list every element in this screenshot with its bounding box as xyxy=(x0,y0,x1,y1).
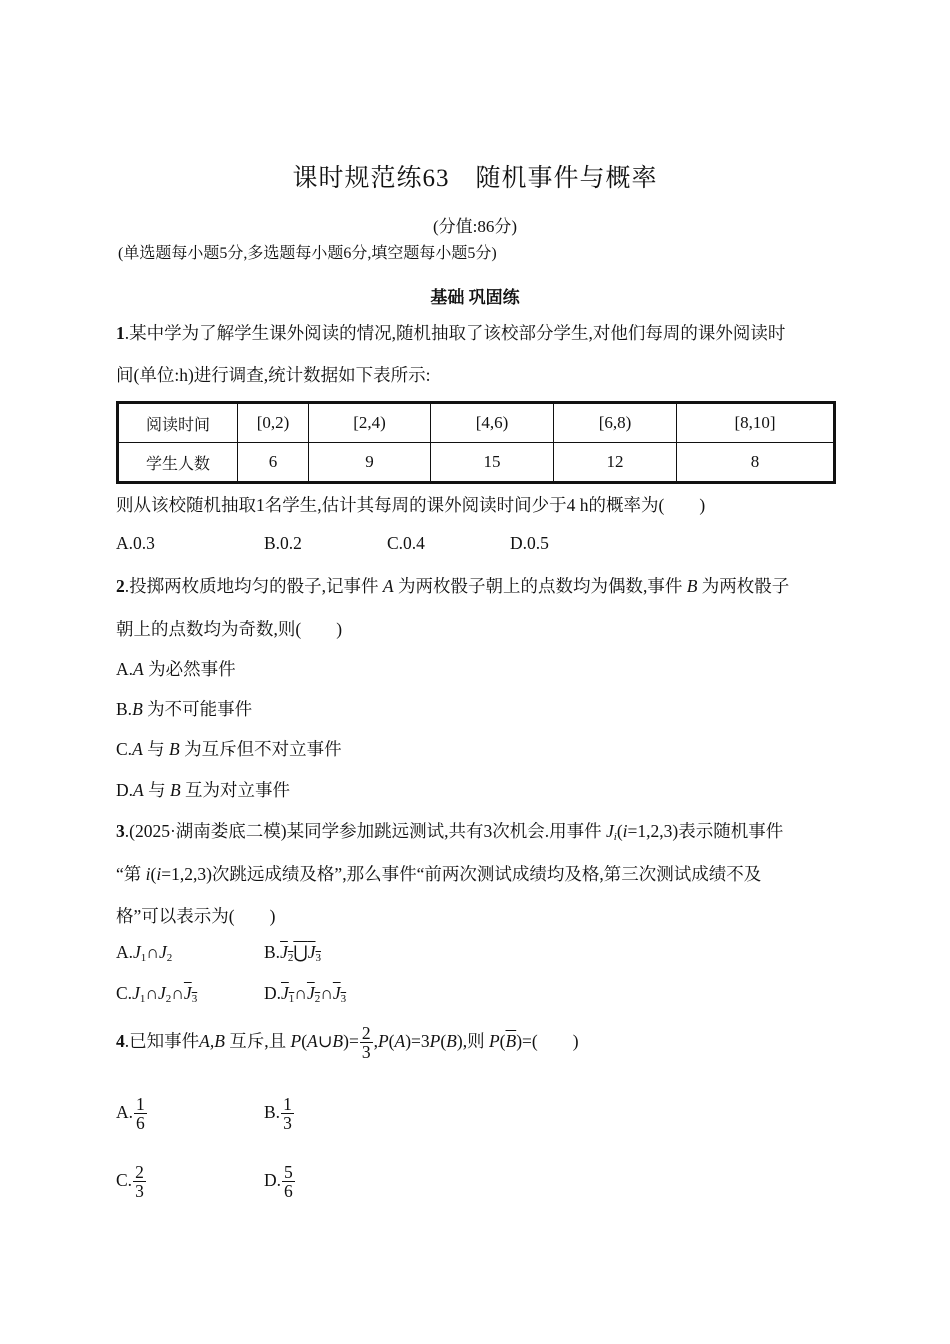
table-cell: [0,2) xyxy=(238,403,309,443)
table-cell: 15 xyxy=(431,443,554,483)
q2-line2: 朝上的点数均为奇数,则( ) xyxy=(116,619,343,639)
q3-option-b: $B.J_2⋃J_3$ xyxy=(264,942,321,964)
q3-option-d: $D.J_1\cap J_2\cap J_3$ xyxy=(264,983,347,1005)
q3-line2: “第 i(i=1,2,3)次跳远成绩及格”,那么事件“前两次测试成绩均及格,第三次测试成绩不及 xyxy=(116,864,762,884)
q1-line3: 则从该校随机抽取1名学生,估计其每周的课外阅读时间少于4 h的概率为( ) xyxy=(116,495,706,515)
table-cell: 6 xyxy=(238,443,309,483)
q4-option-b: B. $\frac{1}{3}$ xyxy=(264,1094,292,1134)
q4-option-a: A. $\frac{1}{6}$ xyxy=(116,1094,145,1134)
q2-option-a: A.A 为必然事件 xyxy=(116,659,236,679)
table-cell: [8,10] xyxy=(677,403,835,443)
q1-option-b: B.0.2 xyxy=(264,533,302,553)
q4-fraction: $\frac{2}{3}$ xyxy=(361,1023,371,1063)
q1-option-d: D.0.5 xyxy=(510,533,549,553)
table-cell: [2,4) xyxy=(309,403,431,443)
score-info: (分值:86分) xyxy=(432,217,518,236)
table-cell: 12 xyxy=(554,443,677,483)
scoring-rule: (单选题每小题5分,多选题每小题6分,填空题每小题5分) xyxy=(118,245,497,262)
q1-line1: 1.某中学为了解学生课外阅读的情况,随机抽取了该校部分学生,对他们每周的课外阅读时 xyxy=(116,323,786,343)
q1-option-c: C.0.4 xyxy=(387,533,425,553)
q3-number: 3 xyxy=(116,821,125,841)
table-header-cell: 学生人数 xyxy=(118,443,238,483)
q3-line3: 格”可以表示为( ) xyxy=(116,906,276,926)
q3-option-c: $C.J_1\cap J_2\cap J_3$ xyxy=(116,983,198,1005)
q3-line1: 3.(2025·湖南娄底二模)某同学参加跳远测试,共有3次机会.用事件 $J_i(i=1,2,3)$表示随机事件 xyxy=(116,821,784,843)
q2-option-c: C.A 与 B 为互斥但不对立事件 xyxy=(116,739,342,759)
q4-line1: 4.已知事件A,B 互斥,且 P(A∪B)= $\frac{2}{3}$ ,P(A)=3P(B),则 $P(\overline{B})=$( ) xyxy=(116,1023,579,1063)
q1-line2: 间(单位:h)进行调查,统计数据如下表所示: xyxy=(116,365,431,385)
q4-option-c: C. $\frac{2}{3}$ xyxy=(116,1162,144,1202)
q4-option-d: D. $\frac{5}{6}$ xyxy=(264,1162,293,1202)
q3-option-a: $A.J_1\cap J_2$ xyxy=(116,942,173,964)
table-cell: [6,8) xyxy=(554,403,677,443)
reading-time-table xyxy=(116,401,836,484)
table-row xyxy=(118,443,835,483)
q4-number: 4 xyxy=(116,1030,125,1051)
page-title: 课时规范练63 随机事件与概率 xyxy=(292,165,658,192)
q1-option-a: A.0.3 xyxy=(116,533,155,553)
q2-option-d: D.A 与 B 互为对立事件 xyxy=(116,780,291,800)
q2-line1: 2.投掷两枚质地均匀的骰子,记事件 A 为两枚骰子朝上的点数均为偶数,事件 B 为两枚骰子 xyxy=(116,576,790,596)
table-cell: 9 xyxy=(309,443,431,483)
q2-option-b: B.B 为不可能事件 xyxy=(116,699,253,719)
section-heading: 基础 巩固练 xyxy=(430,288,520,307)
table-header-cell: 阅读时间 xyxy=(118,403,238,443)
q2-number: 2 xyxy=(116,576,125,596)
q1-number: 1 xyxy=(116,323,125,343)
table-cell: 8 xyxy=(677,443,835,483)
table-cell: [4,6) xyxy=(431,403,554,443)
table-row xyxy=(118,403,835,443)
